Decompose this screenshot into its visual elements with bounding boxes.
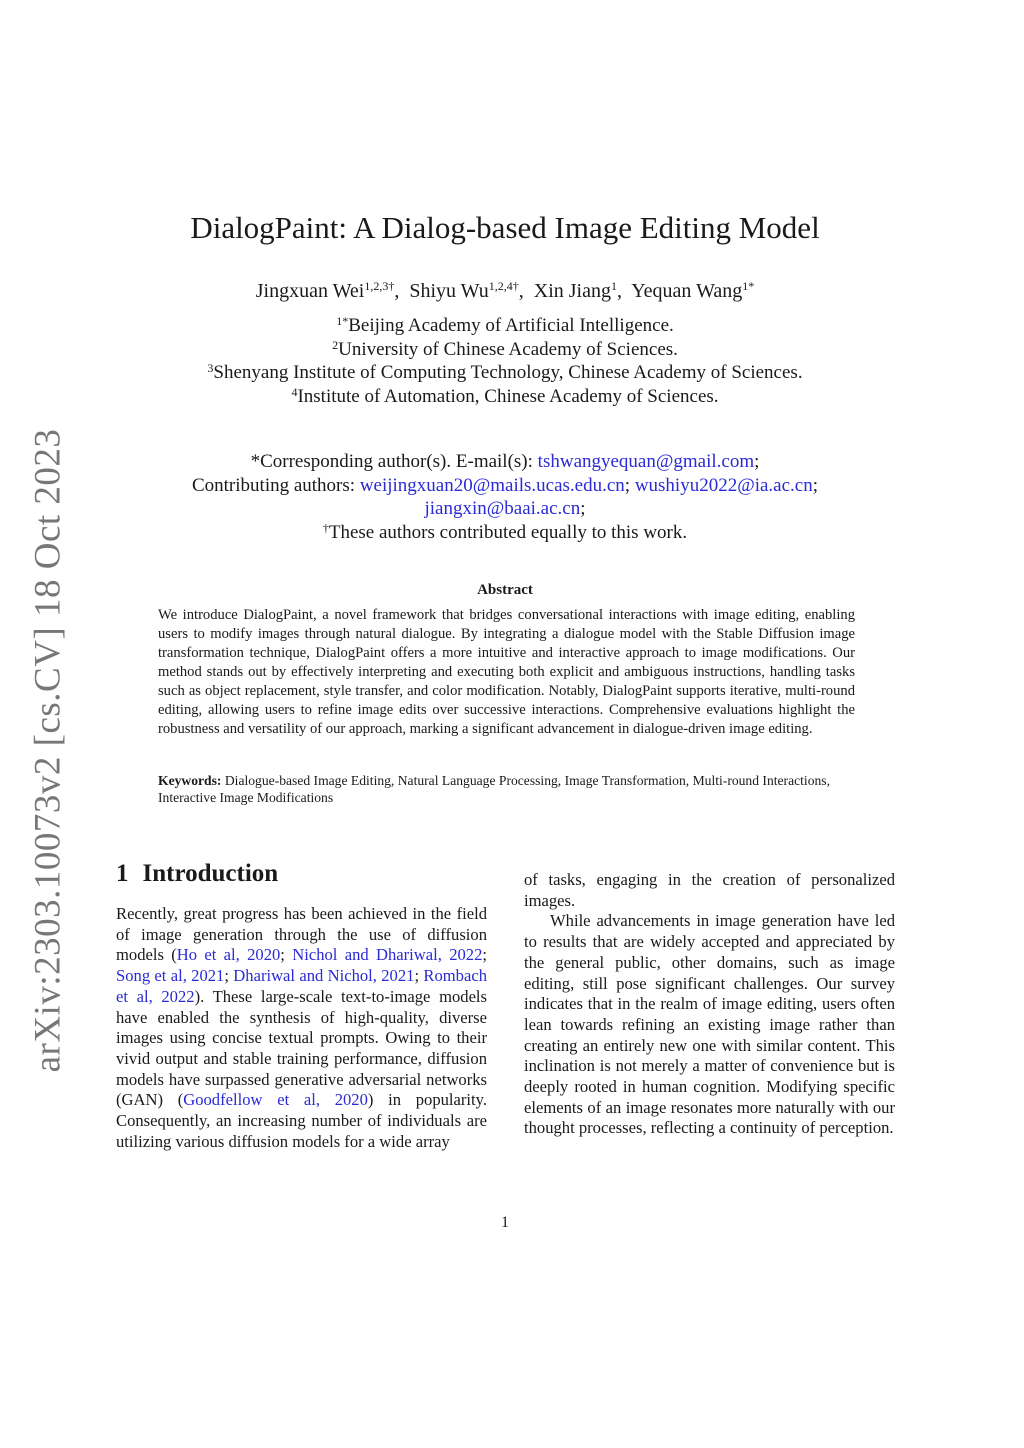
abstract-heading: Abstract (477, 582, 533, 598)
citation-link[interactable]: Song et al, 2021 (116, 966, 225, 986)
citation-link[interactable]: Dhariwal and Nichol, 2021 (233, 966, 415, 986)
contributing-email-link[interactable]: wushiyu2022@ia.ac.cn (634, 474, 813, 496)
corresponding-email-link[interactable]: tshwangyequan@gmail.com (537, 451, 755, 472)
intro-paragraph: While advancements in image generation have led to results that are widely accepted and appreciated by the general public, other domains, such as image editing, still pose significant challenges. Our survey indicates that in the realm of image editing, users often lean towards refining an existing image rather than creating an entirely new one with similar content. This inclination is not merely a matter of convenience but is deeply rooted in human cognition. Modifying specific elements of an image resonates more naturally with our thought processes, reflecting a continuity of perception. (524, 911, 895, 1138)
paper-title: DialogPaint: A Dialog-based Image Editing Model (190, 210, 820, 245)
intro-right-column (524, 870, 895, 1139)
corresponding-author-line: *Corresponding author(s). E-mail(s): tshwangyequan@gmail.com; (250, 451, 760, 472)
contributing-authors-line-2: jiangxin@baai.ac.cn; (424, 498, 586, 519)
citation-link[interactable]: Rombach et al, 2022 (116, 966, 487, 1006)
citation-link[interactable]: Goodfellow et al, 2020 (183, 1090, 368, 1110)
affiliation: $^3$Shenyang Institute of Computing Technology, Chinese Academy of Sciences. (207, 361, 803, 383)
author-name: Yequan Wang (631, 280, 743, 302)
dagger-marker: † (322, 520, 329, 535)
author-affil-marker: 1,2,3† (364, 279, 395, 293)
author-name: Jingxuan Wei (255, 280, 365, 302)
keywords-text: Dialogue-based Image Editing, Natural Language Processing, Image Transformation, Multi-round Interactions, Interactive Image Modifications (158, 773, 830, 805)
abstract-text: We introduce DialogPaint, a novel framework that bridges conversational interactions with image editing, enabling users to modify images through natural dialogue. By integrating a dialogue model with the Stable Diffusion image transformation technique, DialogPaint offers a more intuitive and interactive approach to image modifications. Our method stands out by effectively interpreting and executing both explicit and ambiguous instructions, handling tasks such as object replacement, style transfer, and color modification. Notably, DialogPaint supports iterative, multi-round editing, allowing users to refine image edits over successive interactions. Comprehensive evaluations highlight the robustness and versatility of our approach, marking a significant advancement in dialogue-driven image editing. (158, 607, 855, 737)
section-title: Introduction (142, 860, 279, 887)
author-name: Shiyu Wu (409, 280, 489, 302)
section-number: 1 (116, 860, 129, 887)
section-heading (116, 860, 278, 888)
affiliation: $^2$University of Chinese Academy of Sciences. (332, 337, 678, 360)
citation-link[interactable]: Ho et al, 2020 (176, 945, 281, 965)
contributing-email-link[interactable]: jiangxin@baai.ac.cn (424, 498, 581, 519)
affiliation-list (0, 314, 1010, 408)
correspondence-block (0, 450, 1010, 544)
equal-contribution-note: †These authors contributed equally to this work. (322, 520, 688, 543)
page-number: 1 (501, 1214, 509, 1231)
citation-link[interactable]: Nichol and Dhariwal, 2022 (292, 945, 483, 965)
contributing-authors-line: Contributing authors: weijingxuan20@mails.ucas.edu.cn; wushiyu2022@ia.ac.cn; (191, 474, 818, 496)
author-affil-marker: 1 (610, 279, 617, 293)
arxiv-id: arXiv:2303.10073v2 [cs.CV] 18 Oct 2023 (27, 428, 69, 1072)
keywords-block (158, 772, 855, 806)
keywords-label: Keywords: (158, 773, 222, 788)
intro-paragraph: Recently, great progress has been achieved in the field of image generation through the use of diffusion models (Ho et al, 2020; Nichol and Dhariwal, 2022; Song et al, 2021; Dhariwal and Nichol, 2021; Rombach et al, 2022). These large-scale text-to-image models have enabled the synthesis of high-quality, diverse images using concise textual prompts. Owing to their vivid output and stable training performance, diffusion models have surpassed generative adversarial networks (GAN) (Goodfellow et al, 2020) in popularity. Consequently, an increasing number of individuals are utilizing various diffusion models for a wide array (116, 904, 488, 1151)
intro-paragraph: of tasks, engaging in the creation of personalized images. (524, 870, 895, 910)
contributing-email-link[interactable]: weijingxuan20@mails.ucas.edu.cn (359, 474, 625, 496)
intro-left-column (116, 904, 487, 1152)
author-name: Xin Jiang (533, 280, 611, 302)
author-list: Jingxuan Wei$^{1,2,3\dagger}$, Shiyu $Wu^{1,2,4\dagger}$, Xin Jiang$^1$, Yequan Wang$^{1*}$ (255, 279, 755, 302)
affiliation: $^4$Institute of Automation, Chinese Academy of Sciences. (291, 384, 719, 407)
affiliation: $^{1*}$Beijing Academy of Artificial Intelligence. (336, 314, 674, 336)
author-affil-marker: 1* (742, 279, 755, 293)
author-affil-marker: 1,2,4† (488, 279, 519, 293)
